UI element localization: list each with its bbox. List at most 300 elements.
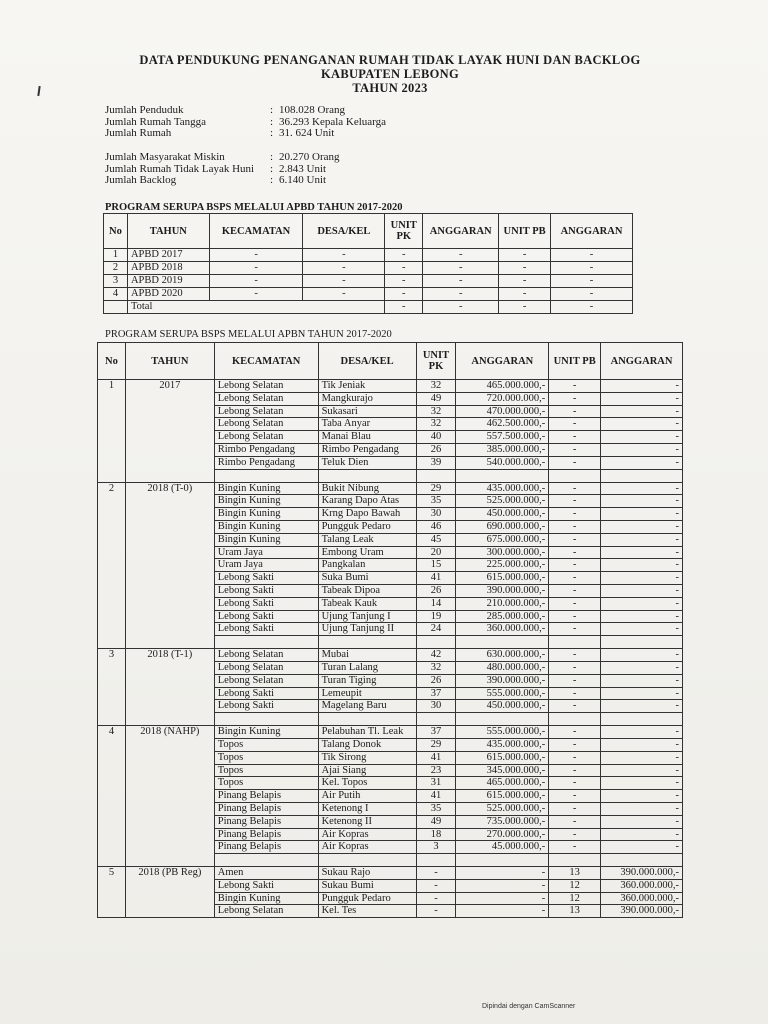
table-row (98, 597, 683, 610)
table-cell: Pinang Belapis (214, 828, 318, 841)
table-cell: Ajai Siang (318, 764, 416, 777)
table-cell: Lebong Sakti (214, 623, 318, 636)
table-cell: Lebong Sakti (214, 610, 318, 623)
table-cell: Talang Leak (318, 533, 416, 546)
table-cell: APBD 2018 (127, 262, 209, 275)
empty-cell (601, 636, 683, 649)
table-cell: - (549, 790, 601, 803)
table-cell: APBD 2019 (127, 275, 209, 288)
table-cell: Lebong Selatan (214, 418, 318, 431)
table-cell: - (549, 508, 601, 521)
table-cell: - (601, 726, 683, 739)
table-cell: 385.000.000,- (456, 443, 549, 456)
table-cell: 465.000.000,- (456, 380, 549, 393)
row-number (98, 418, 126, 431)
table-cell: 470.000.000,- (456, 405, 549, 418)
table-cell: - (549, 431, 601, 444)
table-cell: - (549, 751, 601, 764)
table-cell: - (549, 815, 601, 828)
empty-cell (98, 713, 126, 726)
empty-cell (549, 854, 601, 867)
table-row (98, 623, 683, 636)
table-cell: 39 (416, 456, 456, 469)
row-year (125, 546, 214, 559)
table-row (98, 559, 683, 572)
table-cell: Rimbo Pengadang (318, 443, 416, 456)
table-cell: Uram Jaya (214, 559, 318, 572)
table-cell: Turan Tiging (318, 674, 416, 687)
table-row (98, 431, 683, 444)
info-label: Jumlah Rumah Tangga (105, 115, 207, 128)
table-cell: - (601, 392, 683, 405)
table-cell: 615.000.000,- (456, 790, 549, 803)
table-cell: - (601, 533, 683, 546)
table-row (98, 674, 683, 687)
table-cell: Mubai (318, 649, 416, 662)
table-cell: - (549, 520, 601, 533)
row-number (98, 892, 126, 905)
info-value: 36.293 Kepala Keluarga (279, 115, 387, 128)
info-colon: : (270, 162, 274, 175)
table-row (104, 262, 633, 275)
table-row (98, 392, 683, 405)
empty-cell (214, 854, 318, 867)
table-row (98, 726, 683, 739)
table-cell: 630.000.000,- (456, 649, 549, 662)
empty-cell (456, 854, 549, 867)
row-year (125, 456, 214, 469)
table-cell: - (601, 802, 683, 815)
row-number (98, 508, 126, 521)
info-label: Jumlah Masyarakat Miskin (105, 151, 225, 163)
table-cell: - (549, 828, 601, 841)
scanner-watermark: Dipindai dengan CamScanner (482, 1003, 576, 1010)
table-cell: - (601, 790, 683, 803)
table-cell: 37 (416, 687, 456, 700)
table-cell: 13 (549, 905, 601, 918)
table-cell: - (549, 546, 601, 559)
table-cell: - (303, 288, 385, 301)
table-cell: - (601, 597, 683, 610)
empty-cell (549, 713, 601, 726)
empty-cell (98, 854, 126, 867)
table-cell: Embong Uram (318, 546, 416, 559)
table-cell: Tabeak Kauk (318, 597, 416, 610)
table-cell: 525.000.000,- (456, 802, 549, 815)
table-cell: 30 (416, 700, 456, 713)
table-cell: - (601, 700, 683, 713)
table-row (98, 738, 683, 751)
row-number (98, 546, 126, 559)
housing-info (105, 152, 525, 187)
table-row (98, 802, 683, 815)
table-cell: - (499, 288, 551, 301)
row-year (125, 892, 214, 905)
table-row (98, 867, 683, 880)
row-year (125, 392, 214, 405)
table-cell: Tabeak Dipoa (318, 584, 416, 597)
table-cell: 41 (416, 572, 456, 585)
table-cell: 465.000.000,- (456, 777, 549, 790)
col-header: UNIT PK (416, 343, 456, 380)
table-cell: - (601, 841, 683, 854)
table-cell: - (601, 456, 683, 469)
table-row (98, 405, 683, 418)
table-cell: - (549, 597, 601, 610)
table-cell: - (601, 649, 683, 662)
row-year (125, 508, 214, 521)
table-cell: - (549, 764, 601, 777)
table-cell: - (385, 249, 423, 262)
table-cell: - (456, 892, 549, 905)
table-row (98, 892, 683, 905)
row-year: 2018 (PB Reg) (125, 867, 214, 880)
table-cell: - (601, 777, 683, 790)
table-cell: - (549, 405, 601, 418)
table-cell: Ketenong I (318, 802, 416, 815)
row-number (98, 841, 126, 854)
table-cell: Lebong Selatan (214, 674, 318, 687)
population-info (105, 105, 525, 140)
table-row (98, 546, 683, 559)
table-cell: 26 (416, 584, 456, 597)
table-cell: 345.000.000,- (456, 764, 549, 777)
table-cell: Bingin Kuning (214, 726, 318, 739)
info-label: Jumlah Rumah Tidak Layak Huni (105, 162, 255, 175)
empty-cell (318, 713, 416, 726)
row-number (98, 392, 126, 405)
table-cell: Lemeupit (318, 687, 416, 700)
table-cell: Lebong Sakti (214, 700, 318, 713)
table-cell: Pungguk Pedaro (318, 520, 416, 533)
empty-cell (416, 636, 456, 649)
empty-cell (456, 713, 549, 726)
table-cell: 360.000.000,- (456, 623, 549, 636)
col-header: No (104, 214, 128, 249)
table-row (98, 482, 683, 495)
table-cell: 2 (104, 262, 128, 275)
empty-cell (318, 636, 416, 649)
table-cell: 46 (416, 520, 456, 533)
row-number (98, 828, 126, 841)
row-year (125, 610, 214, 623)
table-cell: 3 (416, 841, 456, 854)
info-label: Jumlah Backlog (105, 174, 177, 186)
table-cell: - (549, 674, 601, 687)
table-cell: 390.000.000,- (601, 867, 683, 880)
table-cell: Lebong Selatan (214, 431, 318, 444)
row-number (98, 802, 126, 815)
table-cell: - (416, 905, 456, 918)
table-cell: - (549, 777, 601, 790)
table-cell: Suka Bumi (318, 572, 416, 585)
row-year: 2017 (125, 380, 214, 393)
table-cell: - (549, 726, 601, 739)
table-cell: 15 (416, 559, 456, 572)
table-cell: - (549, 687, 601, 700)
table-cell: Lebong Selatan (214, 905, 318, 918)
table-cell: 29 (416, 738, 456, 751)
col-header: TAHUN (125, 343, 214, 380)
table-row (98, 572, 683, 585)
table-cell: 49 (416, 392, 456, 405)
table-cell: Kel. Topos (318, 777, 416, 790)
row-year (125, 828, 214, 841)
col-header: ANGGARAN (601, 343, 683, 380)
col-header: No (98, 343, 126, 380)
row-number (98, 777, 126, 790)
apbd-header-row (104, 214, 633, 249)
spacer-row (98, 469, 683, 482)
table-cell: 360.000.000,- (601, 892, 683, 905)
row-year (125, 905, 214, 918)
row-year: 2018 (T-1) (125, 649, 214, 662)
table-cell: - (303, 262, 385, 275)
col-header: DESA/KEL (318, 343, 416, 380)
row-year (125, 777, 214, 790)
table-cell: Lebong Selatan (214, 380, 318, 393)
table-cell: 615.000.000,- (456, 572, 549, 585)
table-cell: 19 (416, 610, 456, 623)
table-cell: 45.000.000,- (456, 841, 549, 854)
info-colon: : (270, 174, 274, 186)
row-number: 4 (98, 726, 126, 739)
table-cell: 45 (416, 533, 456, 546)
table-cell: 555.000.000,- (456, 687, 549, 700)
table-cell: Topos (214, 738, 318, 751)
table-cell: - (549, 456, 601, 469)
total-label: Total (127, 301, 384, 314)
table-cell: 615.000.000,- (456, 751, 549, 764)
table-cell: Lebong Sakti (214, 572, 318, 585)
table-cell: 4 (104, 288, 128, 301)
table-cell: 32 (416, 380, 456, 393)
table-cell: - (601, 508, 683, 521)
spacer-row (98, 636, 683, 649)
row-number (98, 456, 126, 469)
table-cell: 20 (416, 546, 456, 559)
table-cell: 29 (416, 482, 456, 495)
table-cell: - (601, 559, 683, 572)
table-cell: Kel. Tes (318, 905, 416, 918)
table-cell: - (549, 649, 601, 662)
info-label: Jumlah Rumah (105, 127, 172, 139)
table-cell: - (551, 249, 633, 262)
row-year (125, 802, 214, 815)
table-row (98, 520, 683, 533)
table-cell: Pelabuhan Tl. Leak (318, 726, 416, 739)
table-cell: 525.000.000,- (456, 495, 549, 508)
table-cell: - (601, 687, 683, 700)
row-number (98, 533, 126, 546)
empty-cell (125, 469, 214, 482)
table-row (98, 751, 683, 764)
table-cell: - (423, 249, 499, 262)
table-cell: Topos (214, 764, 318, 777)
table-cell: 32 (416, 405, 456, 418)
table-cell: 23 (416, 764, 456, 777)
row-year (125, 572, 214, 585)
table-cell: 435.000.000,- (456, 482, 549, 495)
row-year (125, 815, 214, 828)
table-cell: Ujung Tanjung II (318, 623, 416, 636)
table-cell: - (551, 262, 633, 275)
table-cell: - (601, 815, 683, 828)
row-year: 2018 (T-0) (125, 482, 214, 495)
row-number (98, 623, 126, 636)
table-cell: - (549, 418, 601, 431)
row-year (125, 661, 214, 674)
table-cell: Bingin Kuning (214, 520, 318, 533)
table-cell: - (549, 700, 601, 713)
table-cell: Lebong Sakti (214, 879, 318, 892)
table-cell (104, 301, 128, 314)
table-row (104, 288, 633, 301)
table-row (98, 610, 683, 623)
total-row (104, 301, 633, 314)
empty-cell (125, 713, 214, 726)
table-cell: 12 (549, 892, 601, 905)
table-cell: Manai Blau (318, 431, 416, 444)
table-cell: - (601, 751, 683, 764)
empty-cell (214, 636, 318, 649)
row-year (125, 443, 214, 456)
table-cell: - (456, 905, 549, 918)
table-cell: 225.000.000,- (456, 559, 549, 572)
table-cell: - (416, 892, 456, 905)
table-cell: 360.000.000,- (601, 879, 683, 892)
table-cell: Pinang Belapis (214, 802, 318, 815)
table-cell: 462.500.000,- (456, 418, 549, 431)
table-cell: - (601, 610, 683, 623)
row-number (98, 700, 126, 713)
table-cell: 735.000.000,- (456, 815, 549, 828)
table-cell: - (499, 262, 551, 275)
table-cell: Talang Donok (318, 738, 416, 751)
table-cell: 3 (104, 275, 128, 288)
empty-cell (125, 854, 214, 867)
info-value: 108.028 Orang (279, 104, 345, 116)
table-cell: - (601, 674, 683, 687)
info-label: Jumlah Penduduk (105, 104, 184, 116)
table-cell: Teluk Dien (318, 456, 416, 469)
row-number (98, 495, 126, 508)
table-row (98, 418, 683, 431)
table-row (98, 456, 683, 469)
table-cell: 480.000.000,- (456, 661, 549, 674)
row-number: 1 (98, 380, 126, 393)
table-cell: 720.000.000,- (456, 392, 549, 405)
table-cell: - (601, 584, 683, 597)
table-cell: 555.000.000,- (456, 726, 549, 739)
table-cell: - (549, 533, 601, 546)
empty-cell (416, 713, 456, 726)
row-year (125, 520, 214, 533)
table-row (98, 584, 683, 597)
table-cell: 41 (416, 751, 456, 764)
info-value: 20.270 Orang (279, 151, 340, 163)
table-row (104, 249, 633, 262)
table-cell: 18 (416, 828, 456, 841)
table-cell: - (601, 405, 683, 418)
table-cell: Lebong Selatan (214, 392, 318, 405)
table-row (98, 828, 683, 841)
total-value: - (551, 301, 633, 314)
table-cell: 450.000.000,- (456, 700, 549, 713)
row-number (98, 764, 126, 777)
row-number: 3 (98, 649, 126, 662)
col-header: TAHUN (127, 214, 209, 249)
table-cell: Lebong Selatan (214, 661, 318, 674)
table-cell: Taba Anyar (318, 418, 416, 431)
table-cell: Sukau Rajo (318, 867, 416, 880)
col-header: ANGGARAN (551, 214, 633, 249)
table-row (104, 275, 633, 288)
table-cell: Bingin Kuning (214, 892, 318, 905)
row-year: 2018 (NAHP) (125, 726, 214, 739)
info-colon: : (270, 127, 274, 139)
table-cell: Pinang Belapis (214, 790, 318, 803)
table-cell: 557.500.000,- (456, 431, 549, 444)
table-cell: - (549, 495, 601, 508)
table-cell: - (549, 443, 601, 456)
row-year (125, 879, 214, 892)
row-number: 5 (98, 867, 126, 880)
empty-cell (416, 854, 456, 867)
row-number (98, 661, 126, 674)
row-number (98, 520, 126, 533)
table-cell: Pangkalan (318, 559, 416, 572)
col-header: KECAMATAN (214, 343, 318, 380)
table-cell: Air Kopras (318, 841, 416, 854)
table-cell: 40 (416, 431, 456, 444)
empty-cell (125, 636, 214, 649)
table-row (98, 815, 683, 828)
table-cell: - (456, 867, 549, 880)
row-year (125, 751, 214, 764)
table-cell: 31 (416, 777, 456, 790)
table-cell: - (551, 275, 633, 288)
table-cell: 1 (104, 249, 128, 262)
table-cell: - (385, 262, 423, 275)
table-cell: Rimbo Pengadang (214, 456, 318, 469)
table-cell: 32 (416, 418, 456, 431)
table-cell: Magelang Baru (318, 700, 416, 713)
table-cell: - (456, 879, 549, 892)
info-value: 6.140 Unit (279, 174, 327, 186)
table-cell: Lebong Sakti (214, 597, 318, 610)
title-line-2: KABUPATEN LEBONG (320, 67, 460, 81)
col-header: UNIT PB (499, 214, 551, 249)
row-number (98, 610, 126, 623)
row-number (98, 879, 126, 892)
table-cell: - (423, 288, 499, 301)
spacer-row (98, 713, 683, 726)
table-cell: - (549, 380, 601, 393)
info-colon: : (270, 115, 274, 128)
table-cell: - (601, 572, 683, 585)
table-cell: - (416, 879, 456, 892)
table-cell: - (549, 738, 601, 751)
row-number (98, 905, 126, 918)
table-cell: - (549, 559, 601, 572)
row-number (98, 431, 126, 444)
table-cell: Lebong Sakti (214, 584, 318, 597)
row-year (125, 431, 214, 444)
table-cell: Bingin Kuning (214, 533, 318, 546)
apbd-section-title: PROGRAM SERUPA BSPS MELALUI APBD TAHUN 2017-2020 (105, 202, 403, 213)
table-cell: - (549, 661, 601, 674)
